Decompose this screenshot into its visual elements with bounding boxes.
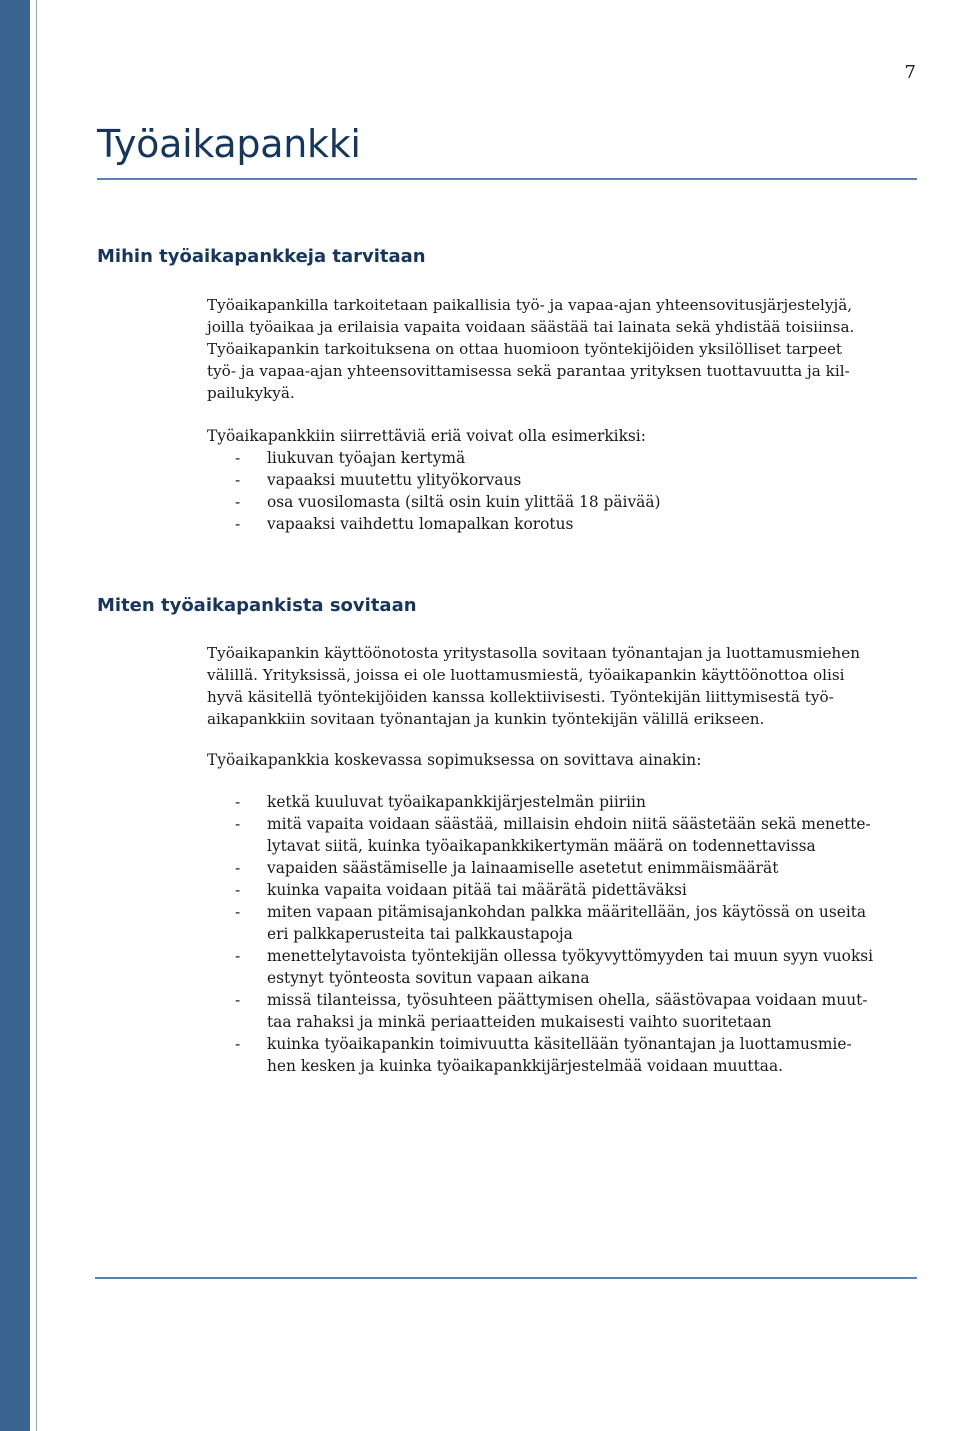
section2-list-intro: Työaikapankkia koskevassa sopimuksessa on sovittava ainakin: xyxy=(207,751,702,769)
section-heading-miten: Miten työaikapankista sovitaan xyxy=(97,595,417,616)
section1-list-intro: Työaikapankkiin siirrettäviä eriä voivat olla esimerkiksi: xyxy=(207,427,646,445)
section-heading-mihin: Mihin työaikapankkeja tarvitaan xyxy=(97,246,426,267)
section2-list xyxy=(207,791,917,1077)
page-title: Työaikapankki xyxy=(97,122,361,166)
paragraph-line: aikapankkiin sovitaan työnantajan ja kunkin työntekijän välillä erikseen. xyxy=(207,710,765,728)
paragraph-line: työ- ja vapaa-ajan yhteensovittamisessa sekä parantaa yrityksen tuottavuutta ja kil- xyxy=(207,362,850,380)
list-item: - kuinka työaikapankin toimivuutta käsitellään työnantajan ja luottamusmie- hen kesken ja kuinka työaikapankkijärjestelmää voidaan muuttaa. xyxy=(235,1035,852,1075)
paragraph-line: välillä. Yrityksissä, joissa ei ole luottamusmiestä, työaikapankin käyttöönottoa olisi xyxy=(207,666,845,684)
list-item: - vapaiden säästämiselle ja lainaamiselle asetetut enimmäismäärät xyxy=(235,859,779,877)
list-item: - liukuvan työajan kertymä xyxy=(235,449,466,467)
paragraph-line: Työaikapankilla tarkoitetaan paikallisia työ- ja vapaa-ajan yhteensovitusjärjestelyjä, xyxy=(207,296,853,314)
paragraph-line: pailukykyä. xyxy=(207,384,295,402)
title-underline xyxy=(97,178,917,180)
list-item: - vapaaksi vaihdettu lomapalkan korotus xyxy=(235,515,574,533)
footer-rule xyxy=(95,1277,917,1279)
paragraph-line: Työaikapankin tarkoituksena on ottaa huomioon työntekijöiden yksilölliset tarpeet xyxy=(207,340,843,358)
left-margin-bar xyxy=(0,0,30,1431)
list-item: - missä tilanteissa, työsuhteen päättymisen ohella, säästövapaa voidaan muut- taa rahaksi ja minkä periaatteiden mukaisesti vaihto suoritetaan xyxy=(235,991,868,1031)
list-item: - menettelytavoista työntekijän ollessa työkyvyttömyyden tai muun syyn vuoksi estynyt työnteosta sovitun vapaan aikana xyxy=(235,947,874,987)
page-number: 7 xyxy=(904,62,916,83)
paragraph-line: joilla työaikaa ja erilaisia vapaita voidaan säästää tai lainata sekä yhdistää toisiinsa. xyxy=(207,318,855,336)
list-item: - miten vapaan pitämisajankohdan palkka määritellään, jos käytössä on useita eri palkkaperusteita tai palkkaustapoja xyxy=(235,903,867,943)
list-item: - mitä vapaita voidaan säästää, millaisin ehdoin niitä säästetään sekä menette- lytavat siitä, kuinka työaikapankkikertymän määrä on todennettavissa xyxy=(235,815,871,855)
paragraph-line: Työaikapankin käyttöönotosta yritystasolla sovitaan työnantajan ja luottamusmiehen xyxy=(207,644,860,662)
left-margin-line xyxy=(36,0,37,1431)
section1-paragraph xyxy=(207,294,915,404)
list-item: - ketkä kuuluvat työaikapankkijärjestelmän piiriin xyxy=(235,793,646,811)
list-item: - kuinka vapaita voidaan pitää tai määrätä pidettäväksi xyxy=(235,881,687,899)
list-item: - osa vuosilomasta (siltä osin kuin ylittää 18 päivää) xyxy=(235,493,661,511)
paragraph-line: hyvä käsitellä työntekijöiden kanssa kollektiivisesti. Työntekijän liittymisestä työ- xyxy=(207,688,834,706)
section2-paragraph xyxy=(207,642,915,730)
list-item: - vapaaksi muutettu ylityökorvaus xyxy=(235,471,522,489)
section1-list xyxy=(207,447,917,535)
